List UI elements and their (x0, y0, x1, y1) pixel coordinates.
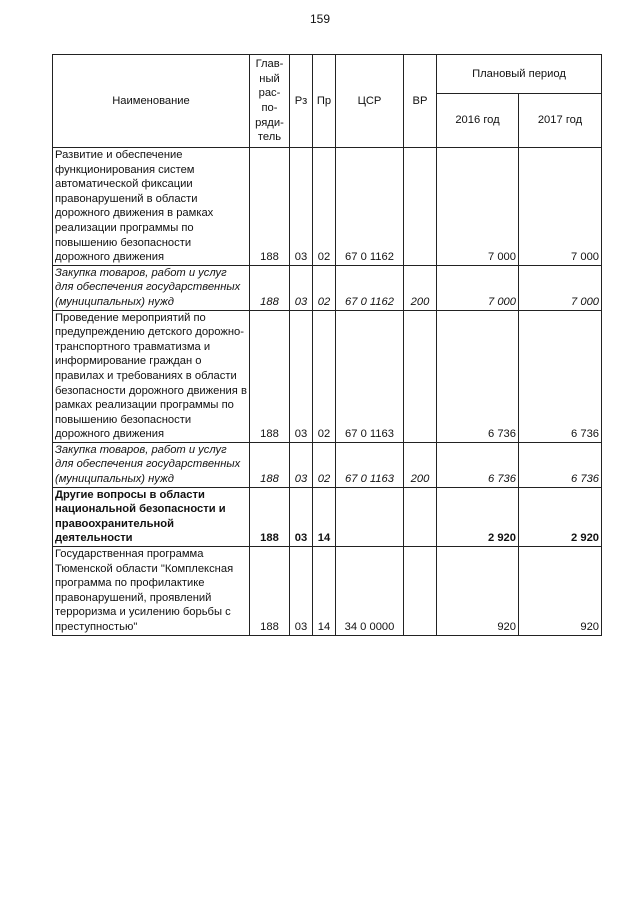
header-plan-period: Плановый период (437, 55, 602, 94)
cell-vr (404, 547, 437, 636)
budget-table (52, 54, 602, 636)
cell-name: Другие вопросы в области национальной безопасности и правоохранительной деятельности (53, 487, 250, 546)
header-rz: Рз (290, 55, 313, 148)
cell-rz: 03 (290, 265, 313, 310)
cell-2016: 7 000 (437, 148, 519, 266)
header-glav: Глав- ный рас- по- ряди- тель (250, 55, 290, 148)
cell-2017: 7 000 (519, 148, 602, 266)
cell-rz: 03 (290, 442, 313, 487)
cell-2016: 2 920 (437, 487, 519, 546)
table-row (53, 310, 602, 442)
cell-csr: 34 0 0000 (336, 547, 404, 636)
header-pr: Пр (313, 55, 336, 148)
cell-vr (404, 148, 437, 266)
cell-vr (404, 487, 437, 546)
cell-pr: 02 (313, 310, 336, 442)
cell-pr: 02 (313, 442, 336, 487)
cell-csr: 67 0 1162 (336, 265, 404, 310)
header-year-2017: 2017 год (519, 94, 602, 148)
header-vr: ВР (404, 55, 437, 148)
cell-name: Закупка товаров, работ и услуг для обеспечения государственных (муниципальных) нужд (53, 265, 250, 310)
cell-2016: 6 736 (437, 310, 519, 442)
table-row (53, 487, 602, 546)
cell-2016: 920 (437, 547, 519, 636)
header-csr: ЦСР (336, 55, 404, 148)
cell-csr: 67 0 1162 (336, 148, 404, 266)
cell-name: Государственная программа Тюменской области "Комплексная программа по профилактике правонарушений, проявлений терроризма и усилению борьбы с преступностью" (53, 547, 250, 636)
cell-name: Развитие и обеспечение функционирования систем автоматической фиксации правонарушений в области дорожного движения в рамках реализации программы по повышению безопасности дорожного движения (53, 148, 250, 266)
cell-pr: 14 (313, 547, 336, 636)
cell-name: Проведение мероприятий по предупреждению детского дорожно-транспортного травматизма и информирование граждан о правилах и требованиях в области безопасности дорожного движения в рамках реализации программы по повышению безопасности дорожного движения (53, 310, 250, 442)
cell-2016: 6 736 (437, 442, 519, 487)
table-body (53, 148, 602, 636)
cell-name: Закупка товаров, работ и услуг для обеспечения государственных (муниципальных) нужд (53, 442, 250, 487)
cell-csr: 67 0 1163 (336, 310, 404, 442)
cell-rz: 03 (290, 487, 313, 546)
cell-rz: 03 (290, 310, 313, 442)
table-row (53, 547, 602, 636)
cell-csr (336, 487, 404, 546)
cell-glav: 188 (250, 442, 290, 487)
cell-vr: 200 (404, 265, 437, 310)
cell-pr: 14 (313, 487, 336, 546)
page-number: 159 (309, 12, 331, 26)
cell-rz: 03 (290, 547, 313, 636)
cell-2017: 2 920 (519, 487, 602, 546)
cell-pr: 02 (313, 148, 336, 266)
cell-2017: 6 736 (519, 310, 602, 442)
cell-rz: 03 (290, 148, 313, 266)
header-name: Наименование (53, 55, 250, 148)
cell-glav: 188 (250, 310, 290, 442)
table-row (53, 148, 602, 266)
header-year-2016: 2016 год (437, 94, 519, 148)
table-row (53, 442, 602, 487)
cell-2017: 920 (519, 547, 602, 636)
cell-csr: 67 0 1163 (336, 442, 404, 487)
cell-glav: 188 (250, 487, 290, 546)
cell-glav: 188 (250, 547, 290, 636)
cell-vr: 200 (404, 442, 437, 487)
cell-glav: 188 (250, 265, 290, 310)
cell-2017: 7 000 (519, 265, 602, 310)
table-header (53, 55, 602, 148)
cell-2016: 7 000 (437, 265, 519, 310)
cell-glav: 188 (250, 148, 290, 266)
table-row (53, 265, 602, 310)
cell-pr: 02 (313, 265, 336, 310)
cell-2017: 6 736 (519, 442, 602, 487)
cell-vr (404, 310, 437, 442)
